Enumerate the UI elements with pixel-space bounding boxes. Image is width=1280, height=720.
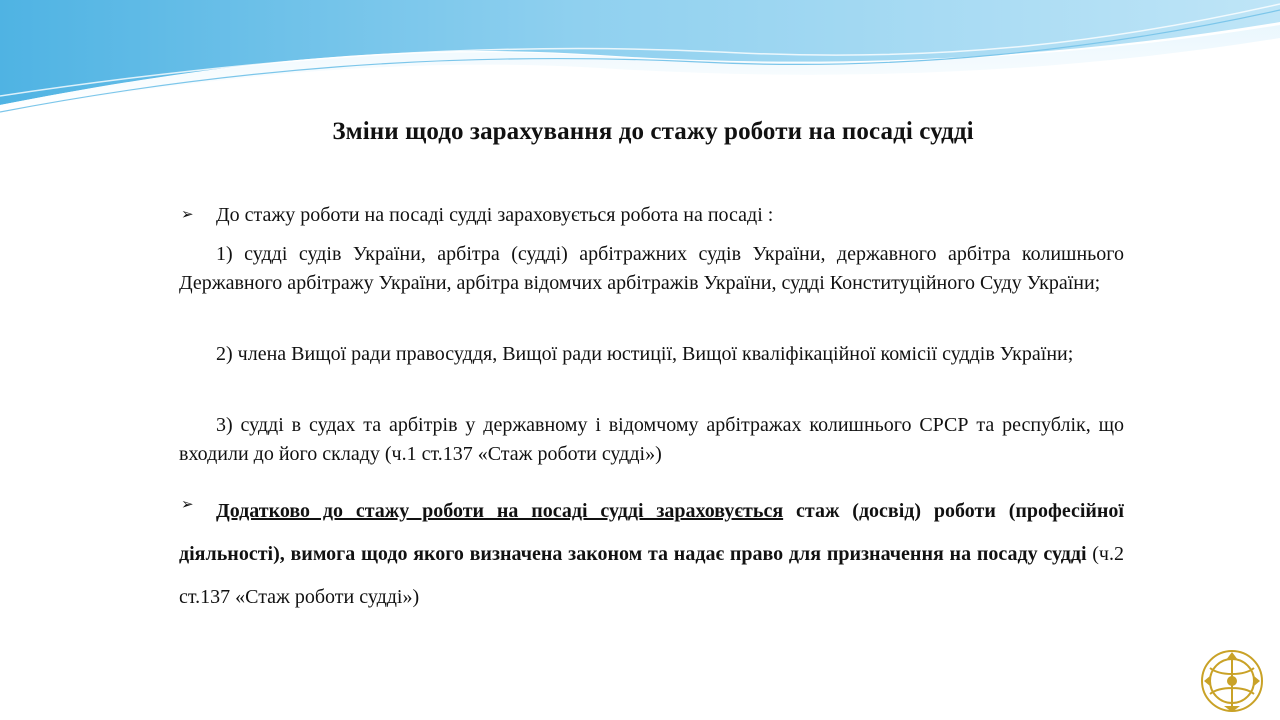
list-item-1: 1) судді судів України, арбітра (судді) арбітражних судів України, державного арбітра колишнього Державного арбітражу України, арбітра відомчих арбітражів України, судді Конституційного Суду України; xyxy=(179,243,1124,294)
bullet-marker-icon: ➢ xyxy=(181,497,194,513)
reference-phrase: (ч.2 ст.137 «Стаж роботи судді») xyxy=(179,543,1124,608)
emblem-icon xyxy=(1196,646,1268,716)
bullet-intro-text: До стажу роботи на посаді судді зараховується робота на посаді : xyxy=(216,204,774,226)
underlined-phrase: Додатково до стажу роботи на посаді судді зараховується xyxy=(216,500,784,522)
list-item-3: 3) судді в судах та арбітрів у державному і відомчому арбітражах колишнього СРСР та республік, що входили до його складу (ч.1 ст.137 «Стаж роботи судді») xyxy=(179,414,1124,465)
header-wave-decoration xyxy=(0,0,1280,120)
bullet-marker-icon: ➢ xyxy=(181,207,194,223)
slide-title: Зміни щодо зарахування до стажу роботи на посаді судді xyxy=(332,118,974,145)
bold-phrase: стаж (досвід) роботи (професійної діяльності), вимога щодо якого визначена законом та надає право для призначення на посаду судді xyxy=(179,500,1124,565)
bullet-additional-text xyxy=(179,490,1124,619)
list-item-2: 2) члена Вищої ради правосуддя, Вищої ради юстиції, Вищої кваліфікаційної комісії суддів України; xyxy=(216,343,1074,365)
